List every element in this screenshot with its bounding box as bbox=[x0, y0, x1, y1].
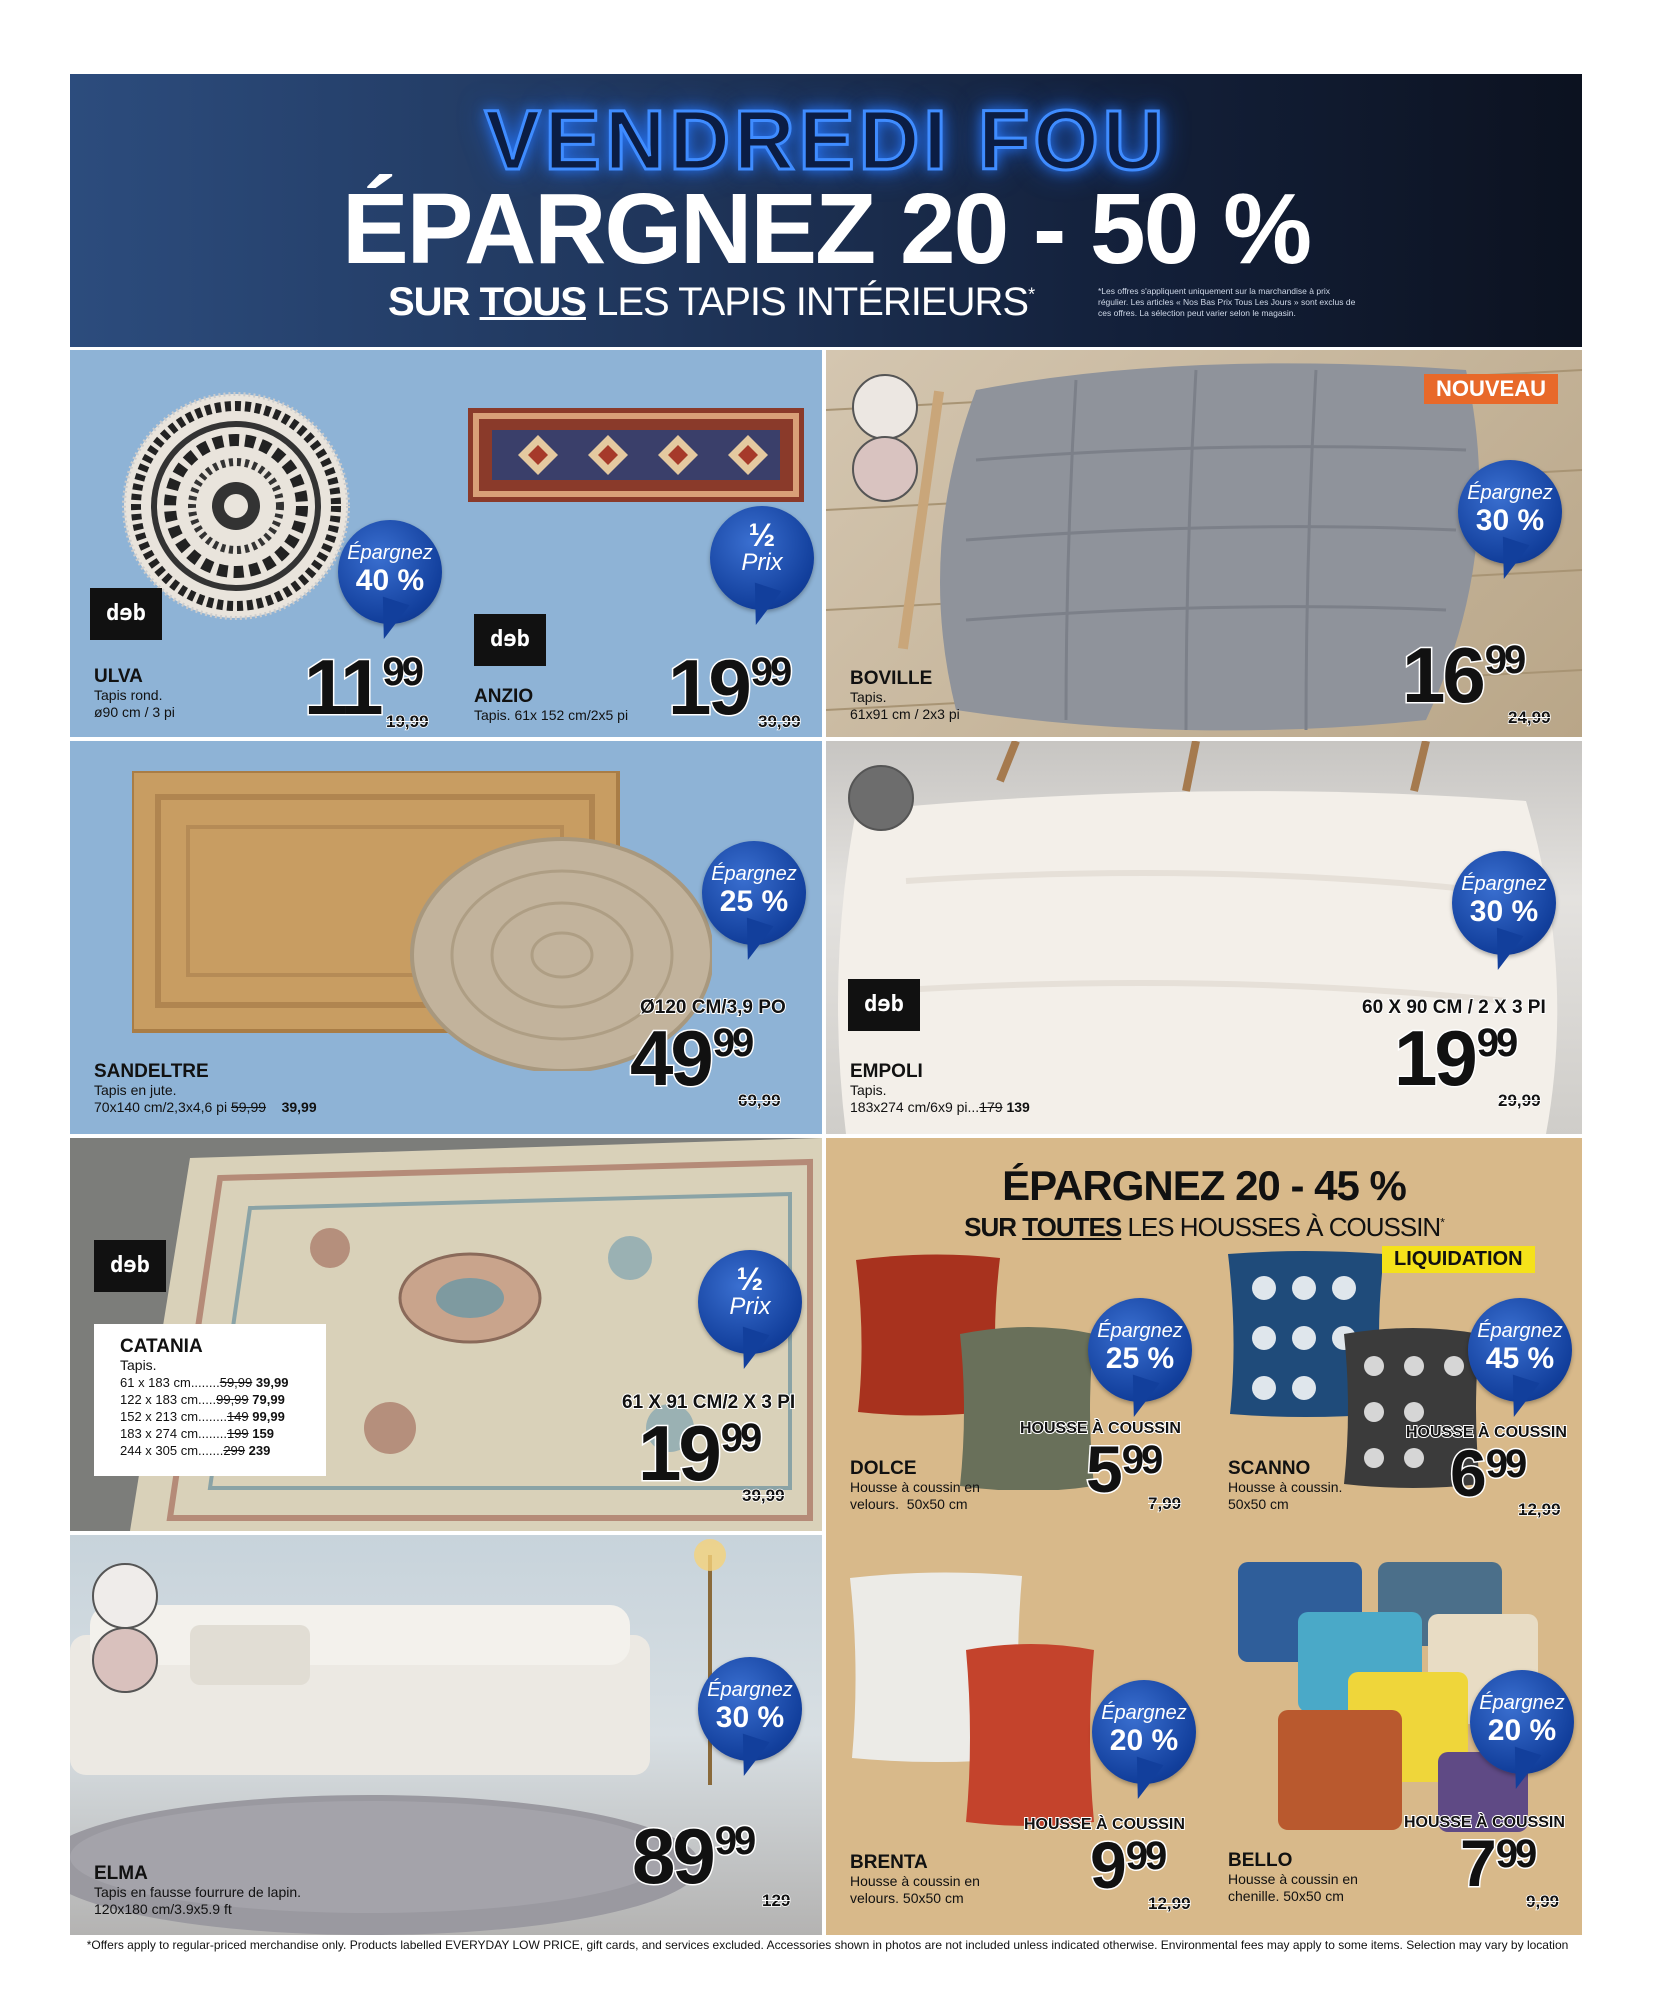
brenta-savings-badge: Épargnez 20 % bbox=[1092, 1680, 1196, 1784]
boville-desc: Tapis. 61x91 cm / 2x3 pi bbox=[850, 689, 960, 722]
empoli-old-price: 29,99 bbox=[1498, 1091, 1541, 1110]
bello-desc: Housse à coussin en chenille. 50x50 cm bbox=[1228, 1871, 1358, 1904]
catania-price: 1999 bbox=[638, 1409, 760, 1497]
elma-desc: Tapis en fausse fourrure de lapin. 120x180 cm/3.9x5.9 ft bbox=[94, 1884, 302, 1917]
sandeltre-rug-image bbox=[132, 771, 712, 1071]
bello-cover-label: HOUSSE À COUSSIN bbox=[1404, 1814, 1565, 1831]
panel-boville bbox=[826, 350, 1582, 737]
scanno-old-price: 12,99 bbox=[1518, 1500, 1561, 1519]
sandeltre-savings-badge: Épargnez 25 % bbox=[702, 841, 806, 945]
list-item: 122 x 183 cm.....99,99 79,99 bbox=[120, 1392, 285, 1407]
bello-old-price: 9,99 bbox=[1526, 1892, 1560, 1911]
boville-name: BOVILLE bbox=[850, 668, 933, 689]
ulva-old-price: 19,99 bbox=[386, 712, 429, 731]
brenta-cushion-image bbox=[846, 1568, 1096, 1828]
panel-empoli bbox=[826, 741, 1582, 1134]
bello-name: BELLO bbox=[1228, 1850, 1293, 1871]
empoli-savings-badge: Épargnez 30 % bbox=[1452, 851, 1556, 955]
cushions-subtitle: SUR TOUTES LES HOUSSES À COUSSIN* bbox=[964, 1212, 1444, 1242]
bello-price: 799 bbox=[1460, 1826, 1535, 1900]
anzio-old-price: 39,99 bbox=[758, 712, 801, 731]
list-item: 183 x 274 cm........199 159 bbox=[120, 1426, 274, 1441]
anzio-desc: Tapis. 61x 152 cm/2x5 pi bbox=[474, 707, 629, 723]
liquidation-tag: LIQUIDATION bbox=[1382, 1246, 1535, 1273]
panel-sandeltre bbox=[70, 741, 822, 1134]
elma-price: 8999 bbox=[632, 1812, 754, 1900]
brenta-price: 999 bbox=[1090, 1828, 1165, 1902]
sandeltre-old-price: 69,99 bbox=[738, 1091, 781, 1110]
dolce-price: 599 bbox=[1086, 1432, 1161, 1506]
elma-name: ELMA bbox=[94, 1863, 148, 1884]
scanno-name: SCANNO bbox=[1228, 1458, 1311, 1479]
elma-old-price: 129 bbox=[762, 1891, 791, 1910]
list-item: 244 x 305 cm.......299 239 bbox=[120, 1443, 271, 1458]
neon-title: VENDREDI FOU bbox=[484, 93, 1168, 187]
catania-half-price-badge: ½ Prix bbox=[698, 1250, 802, 1354]
color-swatch-pink[interactable] bbox=[92, 1627, 158, 1693]
dab-logo: dɘb bbox=[848, 979, 920, 1031]
nouveau-tag: NOUVEAU bbox=[1424, 374, 1558, 404]
scanno-desc: Housse à coussin. 50x50 cm bbox=[1228, 1479, 1343, 1512]
anzio-rug-image bbox=[468, 408, 804, 502]
sandeltre-price: 4999 bbox=[630, 1014, 752, 1102]
sandeltre-name: SANDELTRE bbox=[94, 1061, 209, 1082]
dab-logo: dɘb bbox=[474, 614, 546, 666]
catania-price-list bbox=[120, 1374, 288, 1459]
color-swatch-white[interactable] bbox=[92, 1563, 158, 1629]
ulva-savings-badge: Épargnez 40 % bbox=[338, 520, 442, 624]
panel-catania bbox=[70, 1138, 822, 1531]
catania-name: CATANIA bbox=[120, 1336, 203, 1357]
panel-elma bbox=[70, 1535, 822, 1935]
header-banner bbox=[70, 74, 1582, 347]
panel-ulva-anzio bbox=[70, 350, 822, 737]
empoli-name: EMPOLI bbox=[850, 1061, 923, 1082]
dolce-cushion-image bbox=[850, 1250, 1100, 1490]
sandeltre-desc: Tapis en jute. bbox=[94, 1082, 177, 1098]
sandeltre-size-line: 70x140 cm/2,3x4,6 pi 59,99 39,99 bbox=[94, 1099, 317, 1115]
boville-old-price: 24,99 bbox=[1508, 708, 1551, 727]
dolce-cover-label: HOUSSE À COUSSIN bbox=[1020, 1420, 1181, 1437]
boville-price: 1699 bbox=[1402, 631, 1524, 719]
cushions-title: ÉPARGNEZ 20 - 45 % bbox=[1002, 1162, 1406, 1209]
list-item: 152 x 213 cm........149 99,99 bbox=[120, 1409, 285, 1424]
scanno-savings-badge: Épargnez 45 % bbox=[1468, 1298, 1572, 1402]
brenta-old-price: 12,99 bbox=[1148, 1894, 1191, 1913]
dolce-desc: Housse à coussin en velours. 50x50 cm bbox=[850, 1479, 980, 1512]
brenta-desc: Housse à coussin en velours. 50x50 cm bbox=[850, 1873, 980, 1906]
list-item: 61 x 183 cm........59,99 39,99 bbox=[120, 1375, 289, 1390]
footer-disclaimer: *Offers apply to regular-priced merchandise only. Products labelled EVERYDAY LOW PRICE, gift cards, and services excluded. Accessories shown in photos are not included unless indicated otherwise. Environmental fees may apply to some items. Selection may vary by location bbox=[86, 1938, 1569, 1952]
panel-cushions bbox=[826, 1138, 1582, 1935]
ulva-name: ULVA bbox=[94, 666, 143, 687]
anzio-price: 1999 bbox=[668, 643, 790, 731]
catania-desc: Tapis. bbox=[120, 1357, 157, 1373]
bello-savings-badge: Épargnez 20 % bbox=[1470, 1670, 1574, 1774]
empoli-size-label: 60 X 90 CM / 2 X 3 PI bbox=[1362, 997, 1546, 1018]
scanno-price: 699 bbox=[1450, 1436, 1525, 1510]
empoli-desc: Tapis. bbox=[850, 1082, 887, 1098]
sandeltre-size-label: Ø120 CM/3,9 PO bbox=[640, 997, 786, 1018]
header-note: *Les offres s'appliquent uniquement sur la marchandise à prix régulier. Les articles « Nos Bas Prix Tous Les Jours » sont exclus de ces offres. La sélection peut varier selon le magasin. bbox=[1098, 286, 1356, 318]
color-swatch-grey[interactable] bbox=[848, 765, 914, 831]
ulva-desc: Tapis rond. ø90 cm / 3 pi bbox=[94, 687, 175, 720]
color-swatch-pink[interactable] bbox=[852, 436, 918, 502]
scanno-cushion-image bbox=[1224, 1248, 1484, 1488]
dolce-savings-badge: Épargnez 25 % bbox=[1088, 1298, 1192, 1402]
boville-savings-badge: Épargnez 30 % bbox=[1458, 460, 1562, 564]
dab-logo: dɘb bbox=[94, 1240, 166, 1292]
subtitle: SUR TOUS LES TAPIS INTÉRIEURS* bbox=[388, 280, 1035, 324]
anzio-half-price-badge: ½ Prix bbox=[710, 506, 814, 610]
empoli-price: 1999 bbox=[1394, 1014, 1516, 1102]
dab-logo: dɘb bbox=[90, 588, 162, 640]
catania-size-label: 61 X 91 CM/2 X 3 PI bbox=[622, 1392, 796, 1413]
empoli-size-line: 183x274 cm/6x9 pi...179 139 bbox=[850, 1099, 1030, 1115]
catania-old-price: 39,99 bbox=[742, 1486, 785, 1505]
ulva-price: 1199 bbox=[304, 643, 421, 731]
catania-info-box bbox=[94, 1324, 326, 1476]
dolce-old-price: 7,99 bbox=[1148, 1494, 1182, 1513]
dolce-name: DOLCE bbox=[850, 1458, 917, 1479]
color-swatch-white[interactable] bbox=[852, 374, 918, 440]
elma-savings-badge: Épargnez 30 % bbox=[698, 1657, 802, 1761]
brenta-cover-label: HOUSSE À COUSSIN bbox=[1024, 1816, 1185, 1833]
brenta-name: BRENTA bbox=[850, 1852, 928, 1873]
main-title: ÉPARGNEZ 20 - 50 % bbox=[341, 173, 1310, 285]
scanno-cover-label: HOUSSE À COUSSIN bbox=[1406, 1424, 1567, 1441]
anzio-name: ANZIO bbox=[474, 686, 534, 707]
